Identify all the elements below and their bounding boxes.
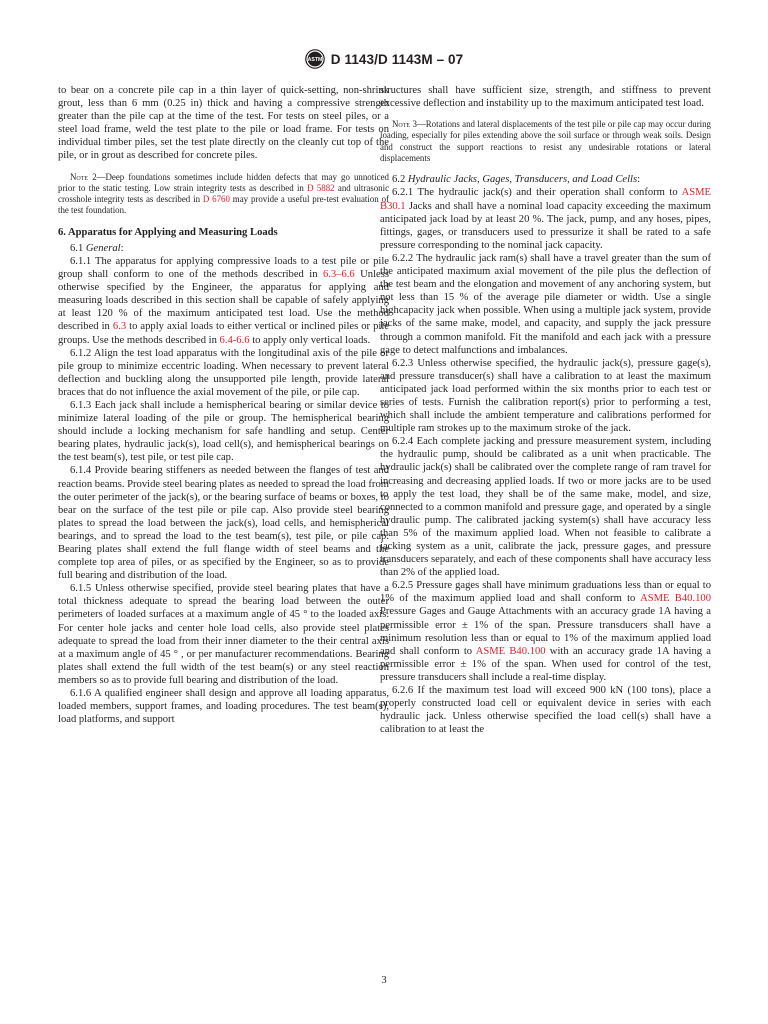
section-6-1-4: 6.1.4 Provide bearing stiffeners as needed between the flanges of test and reaction beams. Provide steel bearing plates as needed to spread the load from the outer perimeter of the jack(s), or the bearing surface of beams or boxes, to bear on the surface of the test pile or pile cap. Also provide steel bearing plates to spread the load between the jack(s), load cells, and hemispherical bearings, and to spread the load to the test beam(s), test pile, or pile cap. Bearing plates shall extend the full flange width of steel beams and the complete top area of piles, or as specified by the Engineer, so as to provide full bearing and distribution of the load.	[58, 465, 389, 582]
section-6-1-3: 6.1.3 Each jack shall include a hemispherical bearing or similar device to minimize lateral loading of the pile or group. The hemispherical bearing should include a locking mechanism for safe handling and setup. Center bearing plates, hydraulic jack(s), load cell(s), and hemispherical bearings on the test beam(s), test pile, or test pile cap.	[58, 399, 389, 464]
section-6-2-4: 6.2.4 Each complete jacking and pressure measurement system, including the hydraulic pump, should be calibrated as a unit when practicable. The hydraulic jack(s) shall be calibrated over the complete range of ram travel for increasing and decreasing applied loads. If two or more jacks are to be used to apply the test load, they shall be of the same make, model, and size, connected to a common manifold and pressure gage, and operated by a single hydraulic pump. The calibrated jacking system(s) shall have accuracy less than 5% of the maximum applied load. When not feasible to calibrate a jacking system as a unit, calibrate the jack, pressure gages, and pressure transducers separately, and each of these components shall have accuracy less than 2% of the applied load.	[380, 436, 711, 579]
section-6-1-1: 6.1.1 The apparatus for applying compressive loads to a test pile or pile group shall conform to one of the methods described in 6.3–6.6 Unless otherwise specified by the Engineer, the apparatus for applying and measuring loads described in this section shall be capable of safely applying at least 120 % of the maximum anticipated test load. Use the method described in 6.3 to apply axial loads to either vertical or inclined piles or pile groups. Use the methods described in 6.4-6.6 to apply only vertical loads.	[58, 255, 389, 346]
astm-logo-icon	[305, 49, 325, 69]
right-column	[380, 84, 711, 736]
section-6-1-6: 6.1.6 A qualified engineer shall design and approve all loading apparatus, loaded members, support frames, and loading procedures. The test beam(s), load platforms, and support	[58, 688, 389, 726]
link-6-3[interactable]: 6.3	[112, 321, 127, 333]
section-6-1: 6.1 General:	[70, 242, 124, 254]
section-6-2-3: 6.2.3 Unless otherwise specified, the hydraulic jack(s), pressure gage(s), and pressure transducer(s) shall have a calibration to at least the maximum anticipated jack load performed within the six months prior to each test or series of tests. Furnish the calibration report(s) prior to performing a test, which shall include the ambient temperature and calibrations performed for multiple ram strokes up to the maximum stroke of the jack.	[380, 357, 711, 435]
document-designation: D 1143/D 1143M – 07	[330, 51, 464, 67]
paragraph-continued: to bear on a concrete pile cap in a thin layer of quick-setting, non-shrink grout, less than 6 mm (0.25 in) thick and having a compressive strength greater than the pile cap at the time of the test. For tests on steel piles, or a steel load frame, weld the test plate to the pile or load frame. For tests on individual timber piles, set the test plate directly on the cleanly cut top of the pile, or in grout as described for concrete piles.	[58, 85, 389, 162]
section-6-1-5: 6.1.5 Unless otherwise specified, provide steel bearing plates that have a total thickness adequate to spread the bearing load between the outer perimeters of loaded surfaces at a maximum angle of 45 ° to the loaded axis. For center hole jacks and center hole load cells, also provide steel plates adequate to spread the load from their inner diameter to the their central axis at a maximum angle of 45 ° , or per manufacturer recommendations. Bearing plates shall extend the full width of the test beam(s) or any steel reaction members so as to provide full bearing and distribution of the load.	[58, 583, 389, 686]
section-6-2-6: 6.2.6 If the maximum test load will exceed 900 kN (100 tons), place a properly constructed load cell or equivalent device in series with each hydraulic jack. Unless otherwise specified the load cell(s) shall have a calibration to at least the	[380, 685, 711, 736]
note-2: Note 2—Deep foundations sometimes include hidden defects that may go unnoticed prior to the static testing. Low strain integrity tests as described in D 5882 and ultrasonic crosshole integrity tests as described in D 6760 may provide a useful pre-test evaluation of the test foundation.	[58, 171, 390, 216]
link-d5882[interactable]: D 5882	[307, 182, 335, 193]
page-header	[0, 47, 768, 71]
note-3: Note 3—Rotations and lateral displacements of the test pile or pile cap may occur during loading, especially for piles extending above the soil surface or through weak soils. Design and construct the support reactions to resist any undesirable rotations or lateral displacements	[380, 119, 711, 164]
section-6-2: 6.2 Hydraulic Jacks, Gages, Transducers, and Load Cells:	[392, 174, 641, 186]
page-number: 3	[381, 975, 387, 986]
section-6-2-5: 6.2.5 Pressure gages shall have minimum graduations less than or equal to 1% of the maximum applied load and shall conform to ASME B40.100 Pressure Gages and Gauge Attachments with an accuracy grade 1A having a permissible error ± 1% of the span. Pressure transducers shall have a minimum resolution less than or equal to 1% of the maximum applied load and shall conform to ASME B40.100 with an accuracy grade 1A having a permissible error ± 1% of the span. When used for control of the test, pressure transducers shall include a real-time display.	[380, 580, 712, 683]
left-column	[58, 84, 389, 726]
section-6-2-1: 6.2.1 The hydraulic jack(s) and their operation shall conform to ASME B30.1 Jacks and shall have a nominal load capacity exceeding the maximum anticipated jack load by at least 20 %. The jack, pump, and any hoses, pipes, fittings, gages, or transducers used to pressurize it shall be rated to a safe pressure corresponding to the nominal jack capacity.	[380, 187, 711, 251]
link-asme-b40-100-second[interactable]: ASME B40.100	[475, 645, 546, 657]
link-6-4-6-6[interactable]: 6.4-6.6	[219, 334, 250, 346]
note-label: Note	[392, 119, 411, 130]
section-6-1-2: 6.1.2 Align the test load apparatus with the longitudinal axis of the pile or pile group to minimize eccentric loading. When necessary to prevent lateral deflection and buckling along the unsupported pile length, provide lateral braces that do not influence the axial movement of the pile, or pile cap.	[58, 347, 389, 398]
link-6-3-6-6[interactable]: 6.3–6.6	[322, 269, 355, 281]
svg-text:ASTM: ASTM	[307, 57, 323, 64]
note-label: Note	[70, 171, 89, 182]
link-d6760[interactable]: D 6760	[202, 194, 230, 205]
section-heading-6: 6. Apparatus for Applying and Measuring Loads	[58, 226, 278, 238]
link-asme-b40-100[interactable]: ASME B40.100	[640, 593, 712, 605]
link-asme-b30-1[interactable]: ASME B30.1	[380, 187, 711, 212]
paragraph-continued: structures shall have sufficient size, strength, and stiffness to prevent excessive deflection and instability up to the maximum anticipated test load.	[380, 85, 711, 110]
section-6-2-2: 6.2.2 The hydraulic jack ram(s) shall have a travel greater than the sum of the anticipated maximum axial movement of the pile plus the deflection of the test beam and the elongation and movement of any anchoring system, but not less than 15 % of the average pile diameter or width. Use a single highcapacity jack when possible. When using a multiple jack system, provide jacks of the same make, model, and capacity, and supply the jack pressure through a common manifold. Fit the manifold and each jack with a pressure gage to detect malfunctions and imbalances.	[380, 252, 711, 356]
